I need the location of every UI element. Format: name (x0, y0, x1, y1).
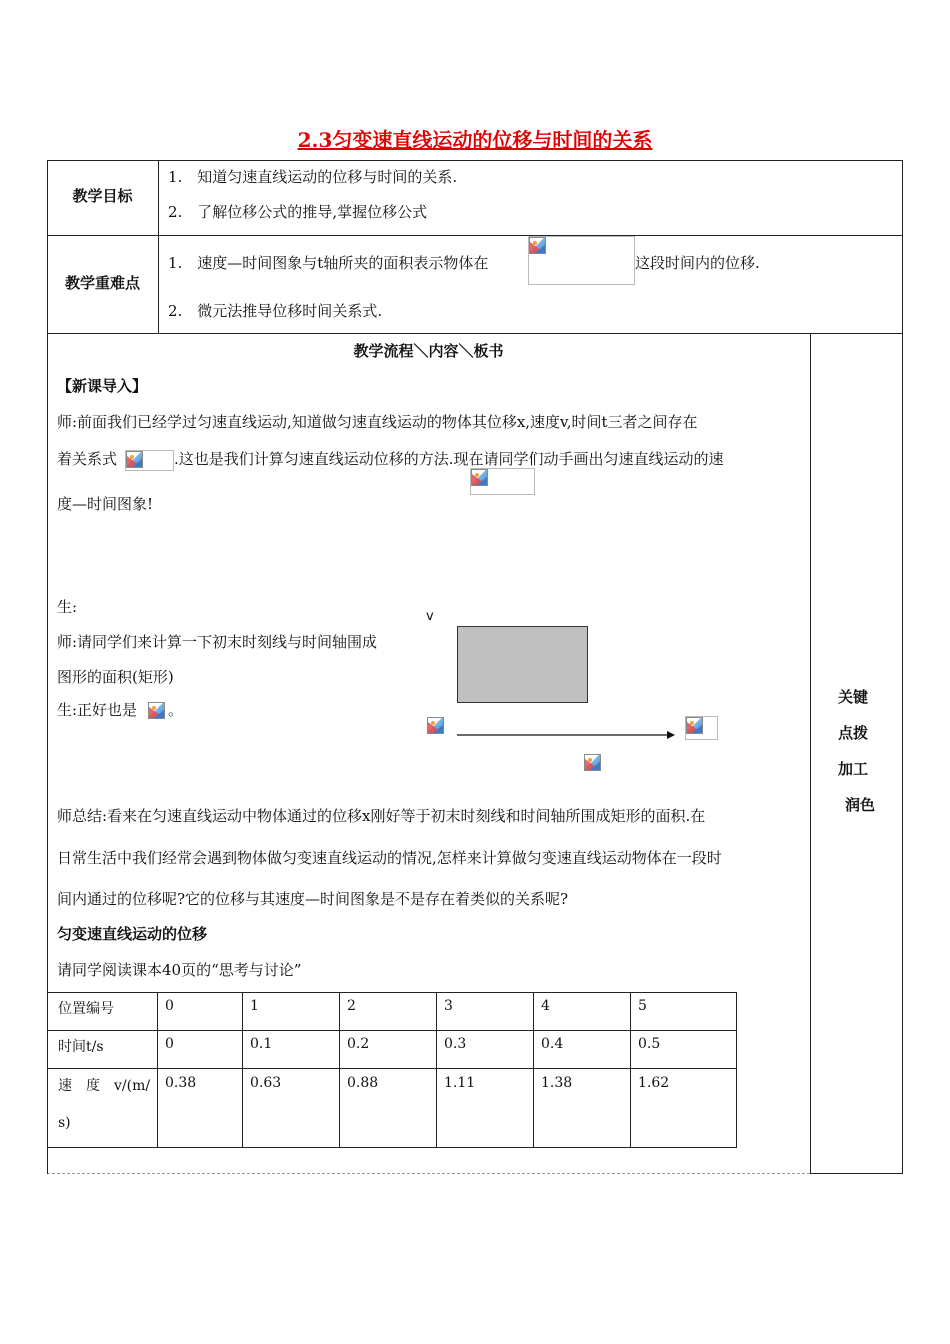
intro-line-1: 师:前面我们已经学过匀速直线运动,知道做匀速直线运动的物体其位移x,速度v,时间t三者之间存在 (57, 413, 698, 431)
student-line-2-pre: 生:正好也是 (57, 701, 138, 719)
image-placeholder-icon (529, 237, 546, 254)
intro-line-2-post: .这也是我们计算匀速直线运动位移的方法.现在请同学们动手画出匀速直线运动的速 (174, 450, 724, 468)
reading-instruction: 请同学阅读课本40页的“思考与讨论” (57, 961, 302, 979)
table-cell: 0.3 (444, 1036, 467, 1052)
image-placeholder-icon (148, 702, 165, 719)
table-cell: 位置编号 (58, 1001, 114, 1017)
table-cell: 1.11 (444, 1075, 476, 1091)
summary-line-3: 间内通过的位移呢?它的位移与其速度—时间图象是不是存在着类似的关系呢? (57, 890, 569, 908)
table-cell: 4 (541, 998, 550, 1014)
key-point-1-post: 这段时间内的位移. (635, 254, 760, 272)
page-title: 2.3匀变速直线运动的位移与时间的关系 (297, 128, 653, 152)
summary-line-2: 日常生活中我们经常会遇到物体做匀变速直线运动的情况,怎样来计算做匀变速直线运动物体在一段时 (57, 849, 722, 867)
data-table-row-line-1 (47, 1030, 736, 1031)
objective-item-2: 2. 了解位移公式的推导,掌握位移公式 (168, 203, 428, 221)
data-table-col-line (533, 992, 534, 1148)
table-cell: 2 (347, 998, 356, 1014)
intro-heading: 【新课导入】 (57, 377, 148, 395)
table-cell: 1 (250, 998, 259, 1014)
table-cell: 3 (444, 998, 453, 1014)
objectives-label: 教学目标 (72, 187, 133, 205)
data-table-row-line-2 (47, 1068, 736, 1069)
intro-line-3: 度—时间图象! (57, 495, 154, 513)
side-text-4: 润色 (845, 796, 876, 814)
table-side-divider (810, 333, 811, 1174)
side-text-1: 关键 (838, 688, 869, 706)
summary-line-1: 师总结:看来在匀速直线运动中物体通过的位移x刚好等于初末时刻线和时间轴所围成矩形的面积.在 (57, 807, 706, 825)
table-label-divider (158, 160, 159, 334)
data-table-bottom (47, 1147, 736, 1148)
section-heading: 匀变速直线运动的位移 (57, 925, 208, 943)
image-placeholder-icon (471, 469, 488, 486)
objective-item-1: 1. 知道匀速直线运动的位移与时间的关系. (168, 168, 458, 186)
image-placeholder-icon (427, 717, 444, 734)
teacher-line-2b: 图形的面积(矩形) (57, 668, 174, 686)
key-point-2: 2. 微元法推导位移时间关系式. (168, 302, 383, 320)
student-line-1: 生: (57, 598, 78, 616)
table-cell: 速 度 v/(m/ (58, 1078, 151, 1094)
table-cell: 0.1 (250, 1036, 273, 1052)
table-cell: 0 (165, 1036, 174, 1052)
intro-line-2-pre: 着关系式 (57, 450, 118, 468)
side-text-3: 加工 (838, 760, 869, 778)
table-divider-1 (47, 235, 903, 236)
table-cell: 时间t/s (58, 1039, 104, 1055)
teacher-line-2a: 师:请同学们来计算一下初末时刻线与时间轴围成 (57, 633, 378, 651)
table-cell: 1.62 (638, 1075, 670, 1091)
time-axis-arrow (455, 728, 677, 742)
table-cell: 0.38 (165, 1075, 197, 1091)
table-cell: 0.5 (638, 1036, 661, 1052)
axis-v-label: v (426, 609, 434, 624)
table-cell: 0.63 (250, 1075, 282, 1091)
data-table-col-line (242, 992, 243, 1148)
table-cell: 0 (165, 998, 174, 1014)
table-divider-2 (47, 333, 903, 334)
table-cell: 5 (638, 998, 647, 1014)
table-border-bottom-dashed (47, 1173, 810, 1174)
data-table-col-line (736, 992, 737, 1148)
key-points-label: 教学重难点 (64, 274, 140, 292)
image-placeholder-icon (126, 451, 143, 468)
key-point-1-pre: 1. 速度—时间图象与t轴所夹的面积表示物体在 (168, 254, 489, 272)
table-cell: 0.4 (541, 1036, 564, 1052)
data-table-col-line (436, 992, 437, 1148)
table-cell: 1.38 (541, 1075, 573, 1091)
velocity-rectangle (457, 626, 588, 703)
data-table-col-line (339, 992, 340, 1148)
student-line-2-post: 。 (168, 701, 184, 719)
data-table-col-line (157, 992, 158, 1148)
data-table-col-line (630, 992, 631, 1148)
table-cell: 0.88 (347, 1075, 379, 1091)
image-placeholder-icon (584, 754, 601, 771)
table-border-left (47, 160, 48, 1174)
table-cell: 0.2 (347, 1036, 370, 1052)
data-table-top (47, 992, 736, 993)
table-border-bottom-right (810, 1173, 903, 1174)
table-border-top (47, 160, 903, 161)
side-text-2: 点拨 (838, 724, 869, 742)
table-border-right (902, 160, 903, 1174)
image-placeholder-icon (686, 717, 703, 734)
table-cell: s) (58, 1115, 71, 1131)
flow-header: 教学流程＼内容＼板书 (353, 342, 504, 360)
